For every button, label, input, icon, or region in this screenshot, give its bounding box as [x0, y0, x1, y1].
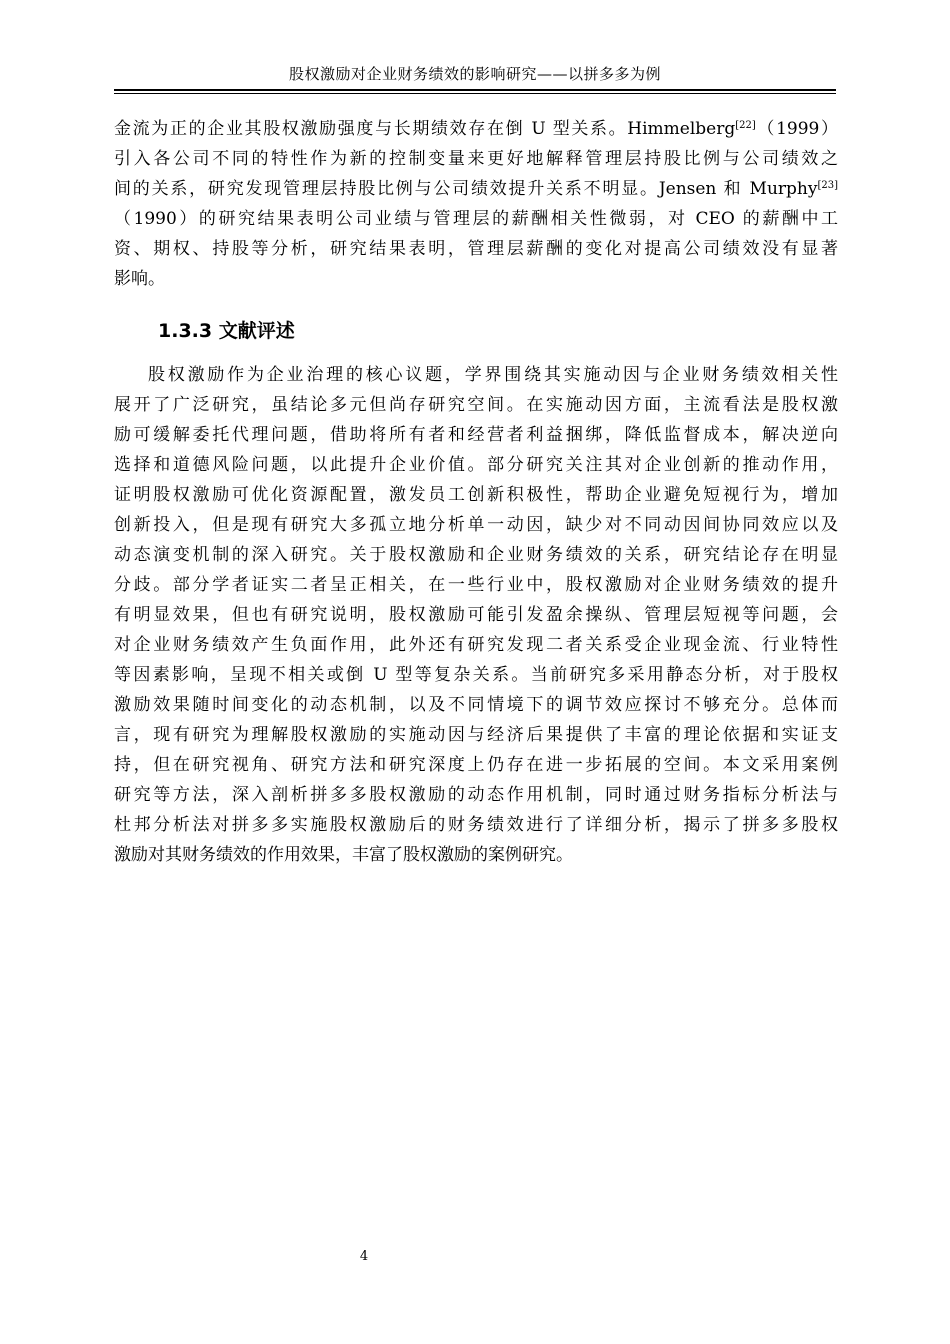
- header-rule-thin: [114, 93, 836, 94]
- header-rule-thick: [114, 89, 836, 91]
- paragraph-line: 展开了广泛研究，虽结论多元但尚存研究空间。在实施动因方面，主流看法是股权激: [114, 395, 838, 415]
- paragraph-line: 证明股权激励可优化资源配置，激发员工创新积极性，帮助企业避免短视行为，增加: [114, 485, 838, 505]
- paragraph-line: 股权激励作为企业治理的核心议题，学界围绕其实施动因与企业财务绩效相关性: [148, 365, 838, 385]
- paragraph-literature-review: [114, 360, 838, 870]
- paragraph-line: 等因素影响，呈现不相关或倒 U 型等复杂关系。当前研究多采用静态分析，对于股权: [114, 665, 838, 685]
- paragraph-line: 分歧。部分学者证实二者呈正相关，在一些行业中，股权激励对企业财务绩效的提升: [114, 575, 838, 595]
- citation-ref: [23]: [817, 180, 838, 191]
- paragraph-line: 有明显效果，但也有研究说明，股权激励可能引发盈余操纵、管理层短视等问题，会: [114, 605, 838, 625]
- paragraph-line: 励可缓解委托代理问题，借助将所有者和经营者利益捆绑，降低监督成本，解决逆向: [114, 425, 838, 445]
- section-heading: 1.3.3 文献评述: [158, 320, 295, 342]
- paragraph-line: 研究等方法，深入剖析拼多多股权激励的动态作用机制，同时通过财务指标分析法与: [114, 785, 838, 805]
- paragraph-line: 持，但在研究视角、研究方法和研究深度上仍存在进一步拓展的空间。本文采用案例: [114, 755, 838, 775]
- paragraph-line: 激励效果随时间变化的动态机制，以及不同情境下的调节效应探讨不够充分。总体而: [114, 695, 838, 715]
- paragraph-line: 引入各公司不同的特性作为新的控制变量来更好地解释管理层持股比例与公司绩效之: [114, 149, 838, 169]
- page-number: 4: [359, 1249, 369, 1264]
- paragraph-line: 对企业财务绩效产生负面作用，此外还有研究发现二者关系受企业现金流、行业特性: [114, 635, 838, 655]
- paragraph-line: 影响。: [114, 269, 165, 289]
- paragraph-line: 资、期权、持股等分析，研究结果表明，管理层薪酬的变化对提高公司绩效没有显著: [114, 239, 838, 259]
- paragraph-line: （1990）的研究结果表明公司业绩与管理层的薪酬相关性微弱，对 CEO 的薪酬中工: [114, 209, 838, 229]
- running-header: 股权激励对企业财务绩效的影响研究——以拼多多为例: [288, 65, 661, 83]
- page-body: [114, 114, 838, 870]
- paragraph-line: 激励对其财务绩效的作用效果，丰富了股权激励的案例研究。: [114, 845, 573, 865]
- paragraph-line: 言，现有研究为理解股权激励的实施动因与经济后果提供了丰富的理论依据和实证支: [114, 725, 838, 745]
- paragraph-line: 动态演变机制的深入研究。关于股权激励和企业财务绩效的关系，研究结论存在明显: [114, 545, 838, 565]
- paragraph-line: 杜邦分析法对拼多多实施股权激励后的财务绩效进行了详细分析，揭示了拼多多股权: [114, 815, 838, 835]
- paragraph-line: 创新投入，但是现有研究大多孤立地分析单一动因，缺少对不同动因间协同效应以及: [114, 515, 838, 535]
- paragraph-line: 选择和道德风险问题，以此提升企业价值。部分研究关注其对企业创新的推动作用，: [114, 455, 838, 475]
- paragraph-line: 金流为正的企业其股权激励强度与长期绩效存在倒 U 型关系。Himmelberg[22]（1999）: [114, 119, 838, 139]
- citation-ref: [22]: [735, 120, 756, 131]
- paragraph-line: 间的关系，研究发现管理层持股比例与公司绩效提升关系不明显。Jensen 和 Murphy[23]: [114, 179, 838, 199]
- paragraph-literature-continued: [114, 114, 838, 294]
